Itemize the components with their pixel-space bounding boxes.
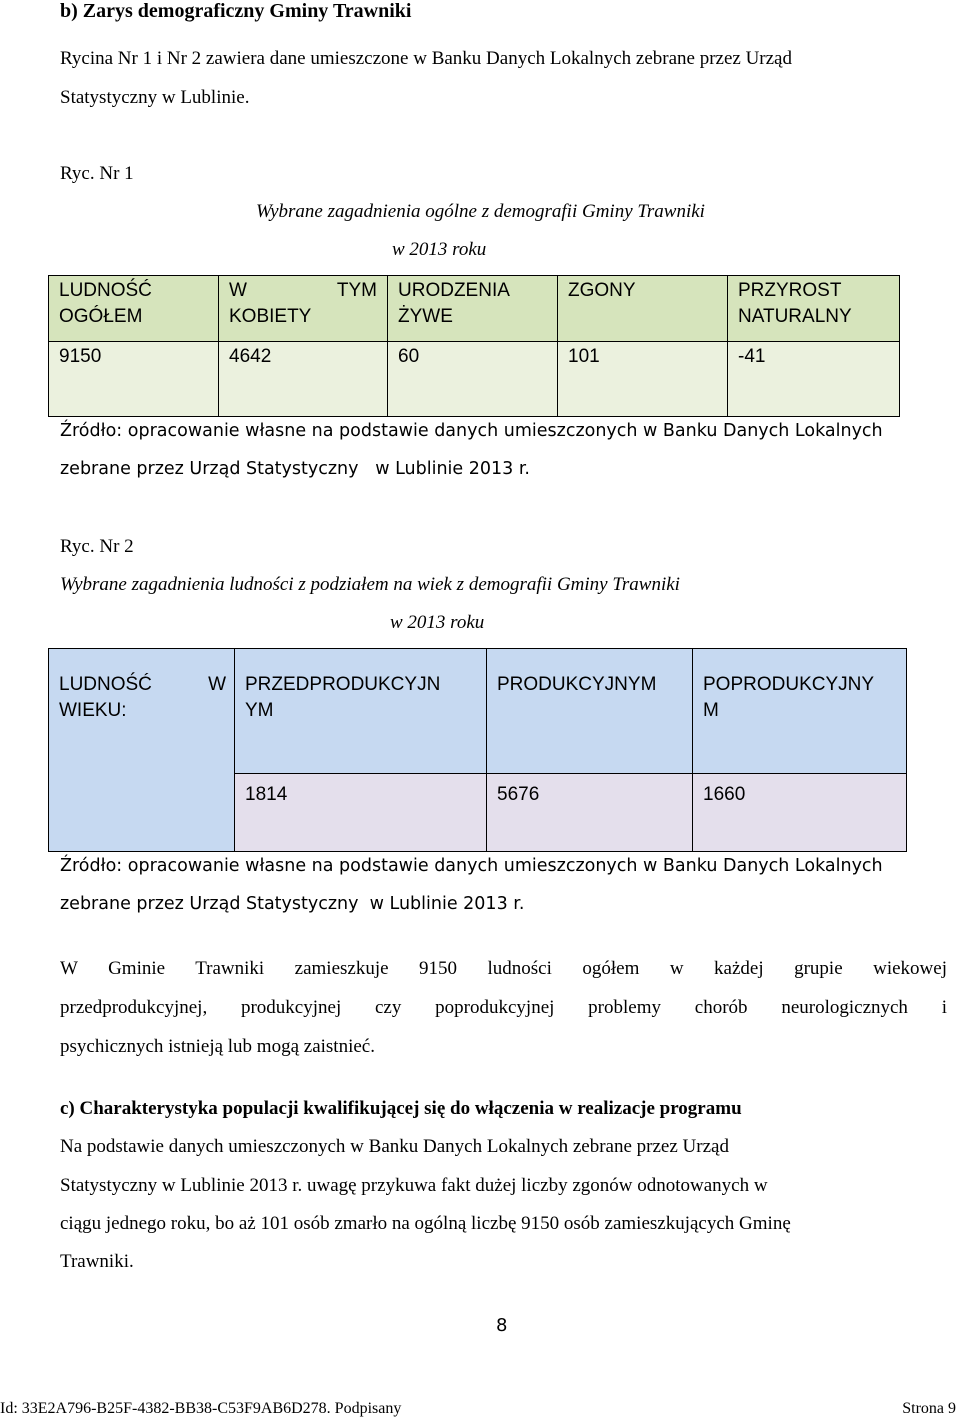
header-label: M [703,700,719,721]
figure1-source-line2 [60,459,530,479]
header-label: NATURALNY [738,306,852,327]
source-text: w Lublinie 2013 r. [375,459,530,479]
value-post-working-age: 1660 [693,774,907,852]
header-label: OGÓŁEM [59,306,143,327]
footer-id: Id: 33E2A796-B25F-4382-BB38-C53F9AB6D278. Podpisany [0,1400,402,1417]
paragraph1-line2: przedprodukcyjnej, produkcyjnej czy poprodukcyjnej problemy chorób neurologicznych i [60,997,947,1018]
figure2-label: Ryc. Nr 2 [60,536,134,557]
header-deaths [558,276,728,342]
figure1-source-line1: Źródło: opracowanie własne na podstawie danych umieszczonych w Banku Danych Lokalnych [60,421,883,441]
header-label: WIEKU: [59,700,127,721]
value-live-births: 60 [388,342,558,417]
footer-page: Strona 9 [902,1400,956,1417]
figure2-title: Wybrane zagadnienia ludności z podziałem na wiek z demografii Gminy Trawniki [60,574,680,595]
header-label: POPRODUKCYJNY [703,674,875,695]
header-population-by-age [49,649,235,852]
header-label: PRODUKCYJNYM [497,674,657,695]
header-natural-growth [728,276,900,342]
header-label: LUDNOŚĆ [59,280,152,301]
section-c-line1: Na podstawie danych umieszczonych w Banku Danych Lokalnych zebrane przez Urząd [60,1136,729,1157]
header-label: URODZENIA [398,280,510,301]
section-c-heading: c) Charakterystyka populacji kwalifikującej się do włączenia w realizacje programu [60,1098,742,1119]
header-label: W [208,674,226,695]
header-label: ZGONY [568,280,636,301]
header-label: KOBIETY [229,306,312,327]
source-text: zebrane przez Urząd Statystyczny [60,894,359,914]
value-working-age: 5676 [487,774,693,852]
header-women [219,276,388,342]
header-pre-working-age [235,649,487,774]
header-live-births [388,276,558,342]
page-number: 8 [496,1315,508,1336]
intro-line-1: Rycina Nr 1 i Nr 2 zawiera dane umieszczone w Banku Danych Lokalnych zebrane przez Urząd [60,48,792,69]
section-c-line4: Trawniki. [60,1251,134,1272]
value-deaths: 101 [558,342,728,417]
value-natural-growth: -41 [728,342,900,417]
source-text: w Lublinie 2013 r. [369,894,525,914]
figure2-table [48,648,907,852]
figure1-label: Ryc. Nr 1 [60,163,134,184]
section-c-line2: Statystyczny w Lublinie 2013 r. uwagę przykuwa fakt dużej liczby zgonów odnotowanych w [60,1175,768,1196]
value-total-population: 9150 [49,342,219,417]
header-total-population [49,276,219,342]
header-label: PRZYROST [738,280,842,301]
section-c-line3: ciągu jednego roku, bo aż 101 osób zmarło na ogólną liczbę 9150 osób zamieszkujących Gminę [60,1213,791,1234]
figure1-subtitle: w 2013 roku [392,239,487,260]
figure2-subtitle: w 2013 roku [390,612,485,633]
value-pre-working-age: 1814 [235,774,487,852]
value-women: 4642 [219,342,388,417]
header-label: W [229,280,247,301]
figure1-table [48,275,900,417]
header-label: TYM [336,280,377,301]
figure1-title: Wybrane zagadnienia ogólne z demografii Gminy Trawniki [256,201,705,222]
header-working-age [487,649,693,774]
intro-line-2: Statystyczny w Lublinie. [60,87,250,108]
header-label: LUDNOŚĆ [59,674,152,695]
figure2-source-line2 [60,894,524,914]
section-b-heading: b) Zarys demograficzny Gminy Trawniki [60,0,412,22]
source-text: zebrane przez Urząd Statystyczny [60,459,359,479]
header-label: ŻYWE [398,306,453,327]
paragraph1-line3: psychicznych istnieją lub mogą zaistnieć. [60,1036,375,1057]
figure2-source-line1: Źródło: opracowanie własne na podstawie danych umieszczonych w Banku Danych Lokalnych [60,856,883,876]
header-label: YM [245,700,274,721]
paragraph1-line1: W Gminie Trawniki zamieszkuje 9150 ludności ogółem w każdej grupie wiekowej [60,958,947,979]
header-post-working-age [693,649,907,774]
header-label: PRZEDPRODUKCYJN [245,674,441,695]
